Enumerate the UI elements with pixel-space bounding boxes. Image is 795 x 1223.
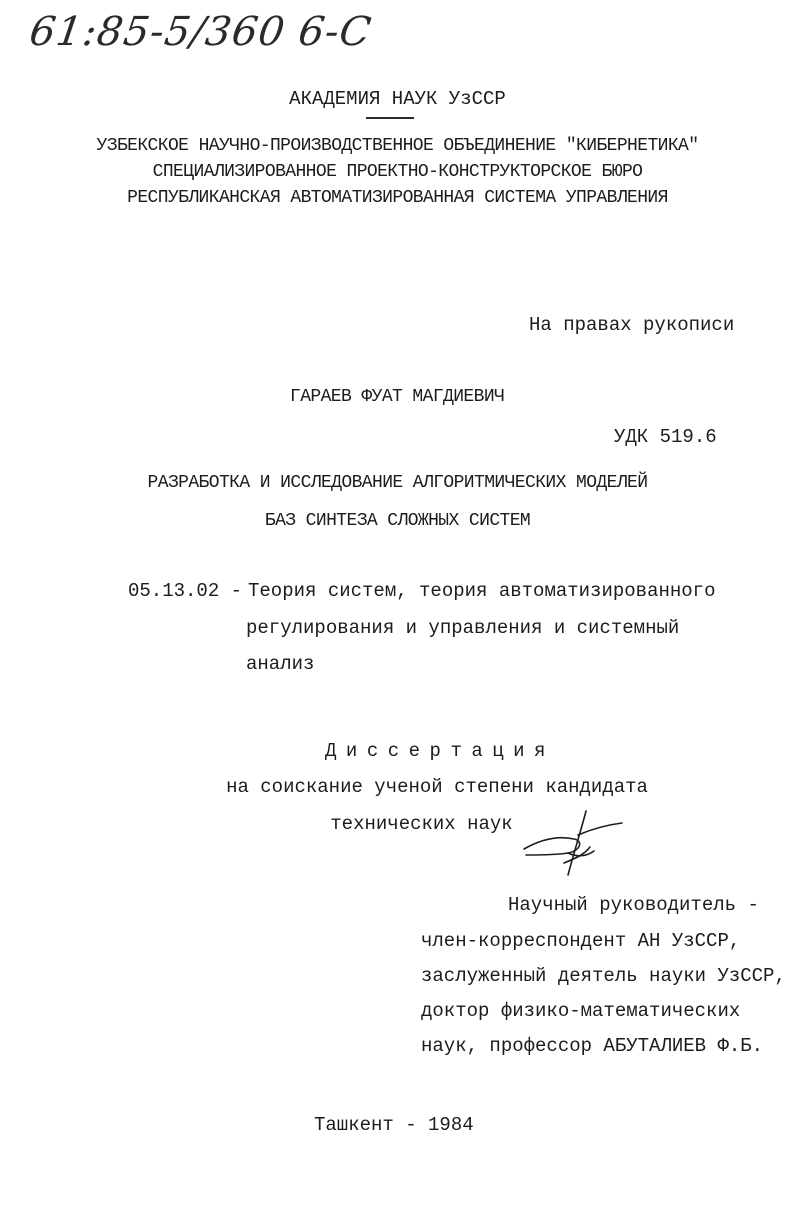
supervisor-line-5: наук, профессор АБУТАЛИЕВ Ф.Б. [421,1035,764,1057]
organization-line-2: СПЕЦИАЛИЗИРОВАННОЕ ПРОЕКТНО-КОНСТРУКТОРСКОЕ БЮРО [152,162,643,182]
specialty-code: 05.13.02 - [128,580,243,602]
supervisor-line-3: заслуженный деятель науки УзССР, [421,965,786,987]
title-line-2: БАЗ СИНТЕЗА СЛОЖНЫХ СИСТЕМ [264,511,531,531]
title-line-1: РАЗРАБОТКА И ИССЛЕДОВАНИЕ АЛГОРИТМИЧЕСКИХ МОДЕЛЕЙ [147,473,648,493]
author-name: ГАРАЕВ ФУАТ МАГДИЕВИЧ [290,387,505,407]
supervisor-line-1: Научный руководитель - [508,894,759,916]
organization-line-1: УЗБЕКСКОЕ НАУЧНО-ПРОИЗВОДСТВЕННОЕ ОБЪЕДИНЕНИЕ "КИБЕРНЕТИКА" [96,136,699,156]
dissertation-label: Диссертация [325,740,555,762]
rights-note: На правах рукописи [529,314,735,336]
place-and-year: Ташкент - 1984 [314,1114,474,1136]
academy-underline [366,117,414,119]
specialty-line-1: Теория систем, теория автоматизированного [248,580,716,602]
degree-line-1: на соискание ученой степени кандидата [226,776,648,798]
signature-mark [518,805,628,885]
academy-name: АКАДЕМИЯ НАУК УзССР [289,88,506,110]
degree-line-2: технических наук [330,813,513,835]
organization-line-3: РЕСПУБЛИКАНСКАЯ АВТОМАТИЗИРОВАННАЯ СИСТЕМА УПРАВЛЕНИЯ [127,188,668,208]
supervisor-line-2: член-корреспондент АН УзССР, [421,930,741,952]
supervisor-line-4: доктор физико-математических [421,1000,741,1022]
specialty-line-3: анализ [246,653,315,675]
specialty-line-2: регулирования и управления и системный [246,617,680,639]
archive-code-handwritten: 61:85-5/360 6-C [26,9,375,55]
udc-code: УДК 519.6 [614,426,717,448]
